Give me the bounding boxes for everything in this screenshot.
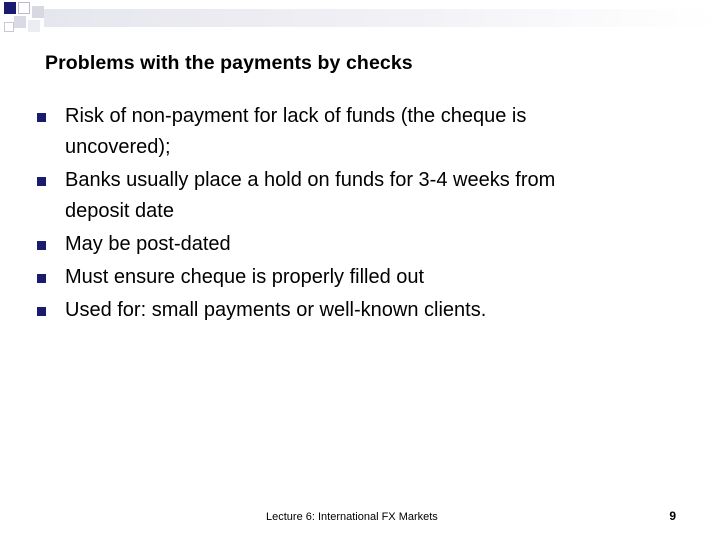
decorative-square-icon (18, 2, 30, 14)
decorative-square-icon (28, 20, 40, 32)
square-bullet-icon (37, 241, 46, 250)
bullet-list (37, 100, 677, 327)
square-bullet-icon (37, 113, 46, 122)
square-bullet-icon (37, 274, 46, 283)
bullet-item (37, 294, 677, 327)
header-gradient-band (44, 9, 720, 27)
bullet-text: Used for: small payments or well-known clients. (65, 299, 487, 321)
square-bullet-icon (37, 307, 46, 316)
bullet-item (37, 164, 677, 228)
bullet-item (37, 261, 677, 294)
bullet-text: Risk of non-payment for lack of funds (the cheque is (65, 105, 527, 127)
bullet-text: May be post-dated (65, 233, 231, 255)
decorative-square-icon (4, 22, 14, 32)
page-number: 9 (669, 509, 676, 523)
footer-text: Lecture 6: International FX Markets (266, 511, 438, 523)
decorative-square-icon (14, 16, 26, 28)
bullet-item (37, 100, 677, 164)
decorative-square-icon (4, 2, 16, 14)
bullet-item (37, 228, 677, 261)
slide-title: Problems with the payments by checks (45, 52, 413, 74)
decorative-square-icon (32, 6, 44, 18)
bullet-text-continuation: deposit date (65, 200, 174, 222)
square-bullet-icon (37, 177, 46, 186)
bullet-text: Must ensure cheque is properly filled out (65, 266, 425, 288)
bullet-text-continuation: uncovered); (65, 136, 171, 158)
bullet-text: Banks usually place a hold on funds for 3-4 weeks from (65, 169, 556, 191)
